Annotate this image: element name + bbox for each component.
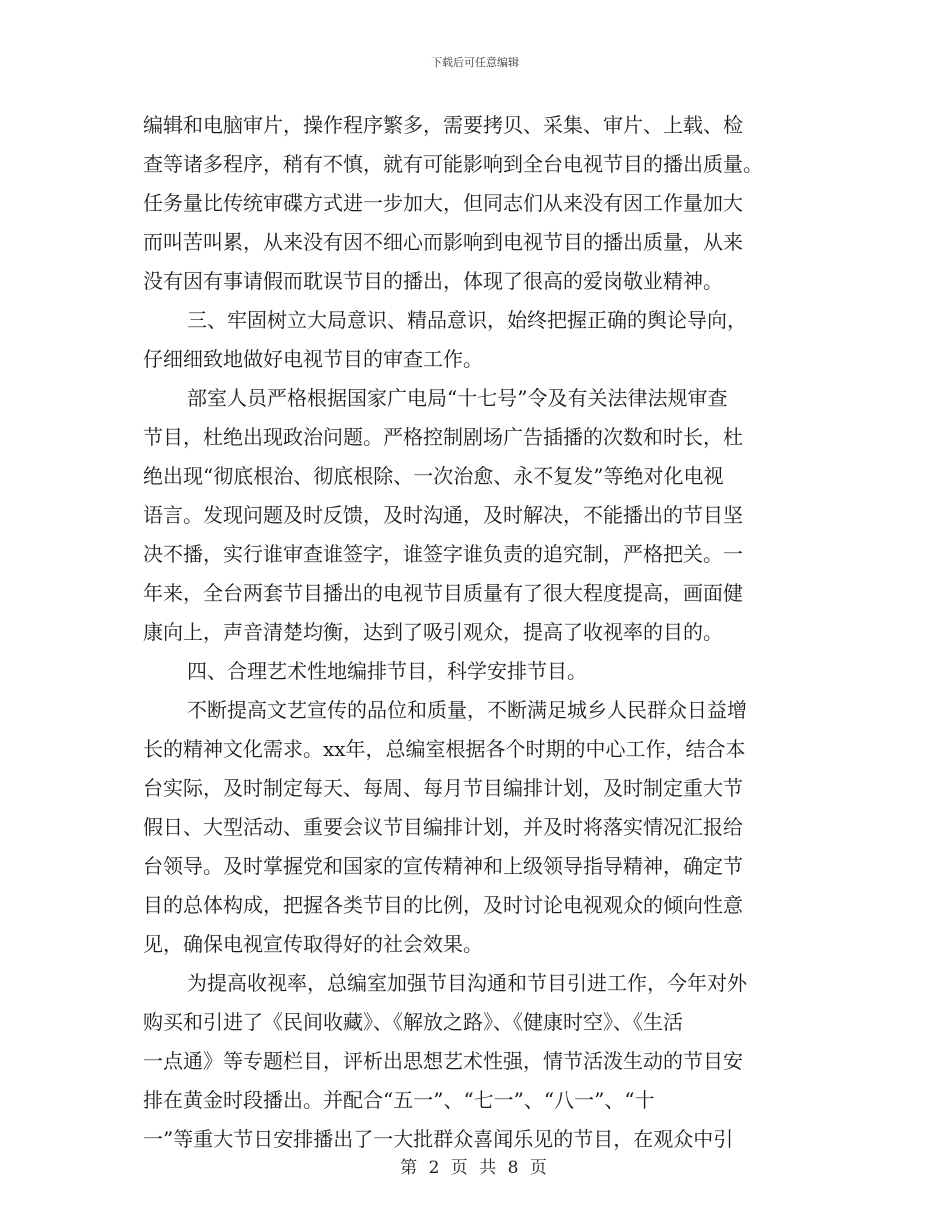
body-line: 语言。发现问题及时反馈，及时沟通，及时解决，不能播出的节目坚: [143, 503, 743, 527]
body-line: 目的总体构成，把握各类节目的比例，及时讨论电视观众的倾向性意: [143, 893, 743, 917]
body-line: 绝出现“彻底根治、彻底根除、一次治愈、永不复发”等绝对化电视: [143, 464, 724, 488]
body-line: 节目，杜绝出现政治问题。严格控制剧场广告插播的次数和时长，杜: [143, 425, 743, 449]
body-line: 四、合理艺术性地编排节目，科学安排节目。: [187, 659, 587, 683]
body-line: 编辑和电脑审片，操作程序繁多，需要拷贝、采集、审片、上载、检: [143, 113, 743, 137]
body-line: 决不播，实行谁审查谁签字，谁签字谁负责的追究制，严格把关。一: [143, 542, 743, 566]
body-line: 查等诸多程序，稍有不慎，就有可能影响到全台电视节目的播出质量。: [143, 152, 763, 176]
body-line: 长的精神文化需求。xx年，总编室根据各个时期的中心工作，结合本: [143, 737, 746, 761]
body-line: 台领导。及时掌握党和国家的宣传精神和上级领导指导精神，确定节: [143, 854, 743, 878]
body-line: 为提高收视率，总编室加强节目沟通和节目引进工作，今年对外: [187, 971, 747, 995]
body-line: 而叫苦叫累，从来没有因不细心而影响到电视节目的播出质量，从来: [143, 230, 743, 254]
body-line: 三、牢固树立大局意识、精品意识，始终把握正确的舆论导向，: [187, 308, 747, 332]
body-line: 仔细细致地做好电视节目的审查工作。: [143, 347, 483, 371]
document-body: [143, 106, 813, 1159]
page-footer: 第 2 页 共 8 页: [400, 1158, 550, 1178]
body-line: 康向上，声音清楚均衡，达到了吸引观众，提高了收视率的目的。: [143, 620, 723, 644]
body-line: 没有因有事请假而耽误节目的播出，体现了很高的爱岗敬业精神。: [143, 269, 723, 293]
body-line: 一”等重大节日安排播出了一大批群众喜闻乐见的节目，在观众中引: [143, 1127, 734, 1151]
body-line: 购买和引进了《民间收藏》、《解放之路》、《健康时空》、《生活: [143, 1010, 683, 1034]
body-line: 年来，全台两套节目播出的电视节目质量有了很大程度提高，画面健: [143, 581, 743, 605]
body-line: 不断提高文艺宣传的品位和质量，不断满足城乡人民群众日益增: [187, 698, 747, 722]
body-line: 台实际，及时制定每天、每周、每月节目编排计划，及时制定重大节: [143, 776, 743, 800]
body-line: 排在黄金时段播出。并配合“五一”、“七一”、“八一”、“十: [143, 1088, 655, 1112]
body-line: 部室人员严格根据国家广电局“十七号”令及有关法律法规审查: [187, 386, 728, 410]
body-line: 一点通》等专题栏目，评析出思想艺术性强，情节活泼生动的节目安: [143, 1049, 743, 1073]
body-line: 假日、大型活动、重要会议节目编排计划，并及时将落实情况汇报给: [143, 815, 743, 839]
body-line: 任务量比传统审碟方式进一步加大，但同志们从来没有因工作量加大: [143, 191, 743, 215]
page-header: 下载后可任意编辑: [431, 56, 519, 69]
body-line: 见，确保电视宣传取得好的社会效果。: [143, 932, 483, 956]
